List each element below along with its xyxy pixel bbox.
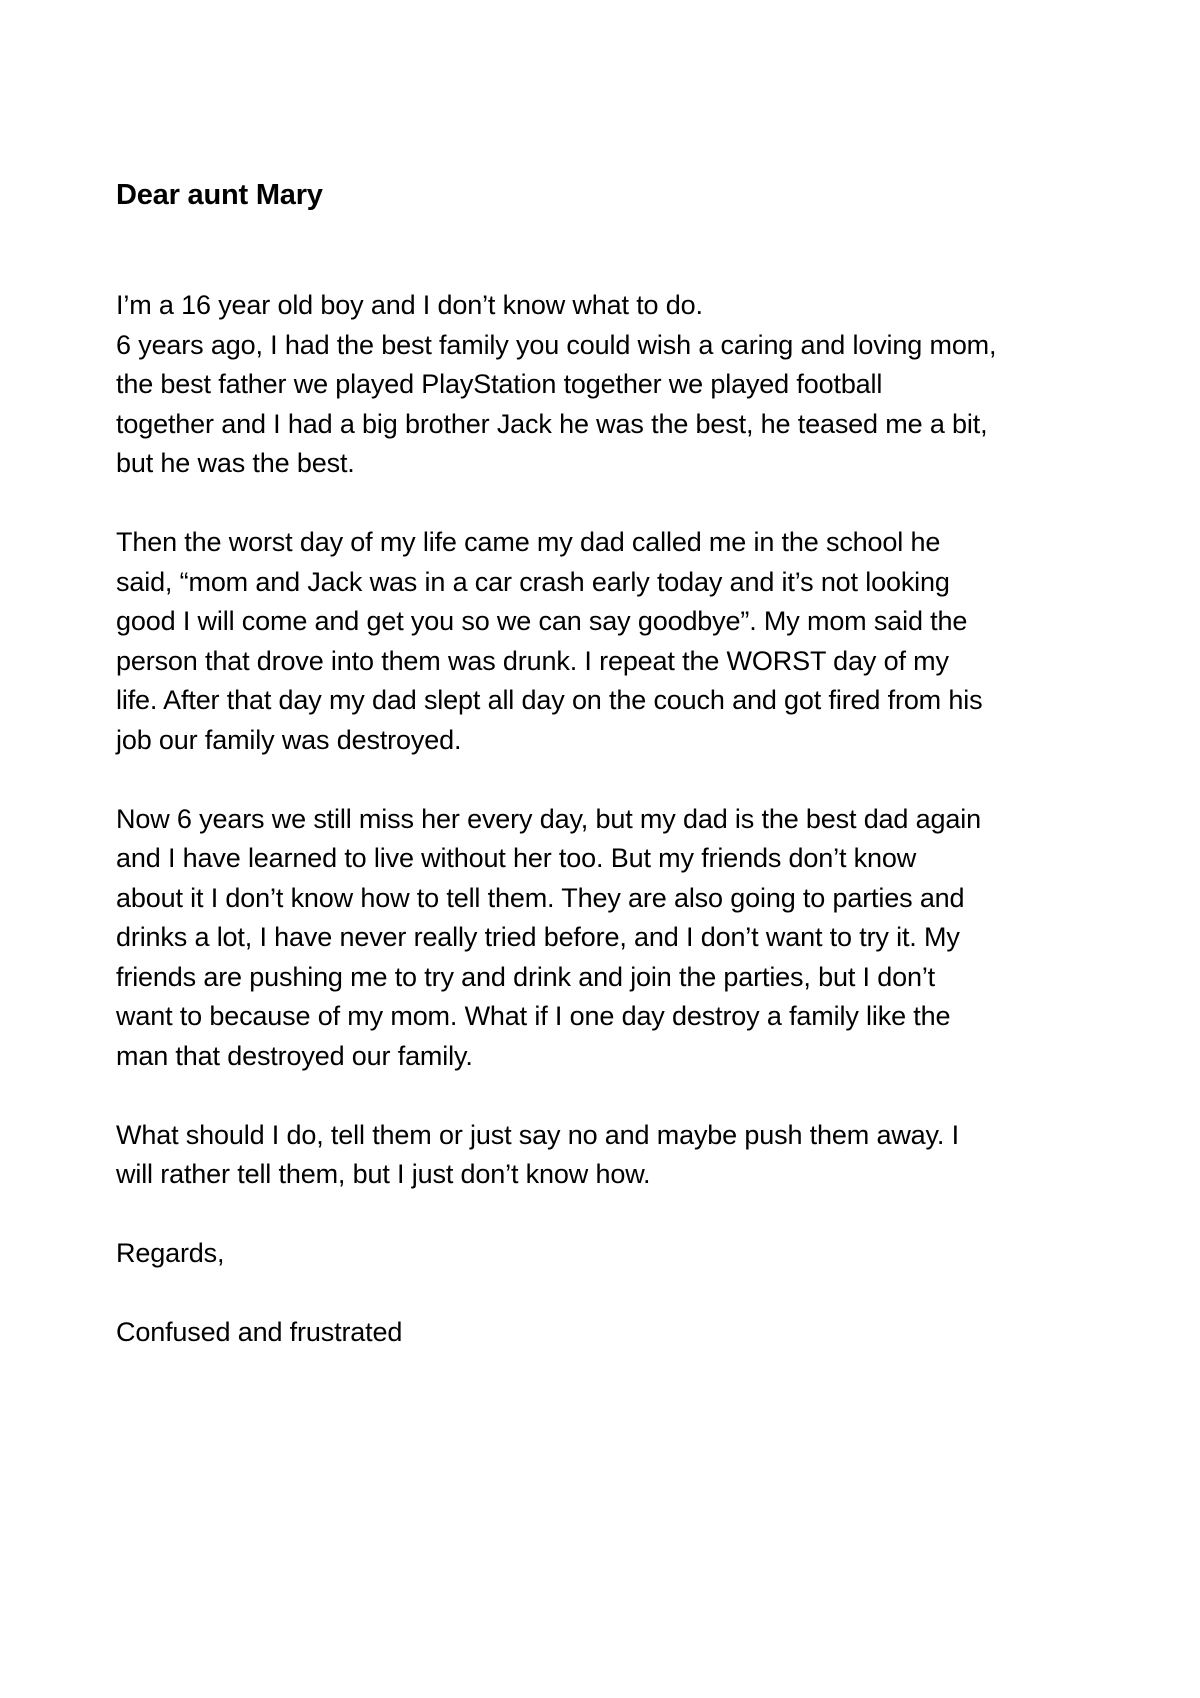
text-line: I’m a 16 year old boy and I don’t know what to do. <box>116 290 703 320</box>
letter-greeting: Dear aunt Mary <box>116 179 323 211</box>
text-line: Then the worst day of my life came my dad called me in the school he <box>116 527 941 557</box>
paragraph-3 <box>116 800 1096 1077</box>
text-line: want to because of my mom. What if I one day destroy a family like the <box>116 1001 951 1031</box>
text-line: the best father we played PlayStation together we played football <box>116 369 883 399</box>
letter-body <box>116 286 1096 1353</box>
text-line: about it I don’t know how to tell them. They are also going to parties and <box>116 882 965 913</box>
text-line: together and I had a big brother Jack he was the best, he teased me a bit, <box>116 408 988 439</box>
text-line: but he was the best. <box>116 448 355 478</box>
text-line: 6 years ago, I had the best family you could wish a caring and loving mom, <box>116 329 997 360</box>
paragraph-1 <box>116 286 1096 484</box>
text-line: job our family was destroyed. <box>116 724 462 755</box>
text-line: What should I do, tell them or just say no and maybe push them away. I <box>116 1119 959 1150</box>
text-line: good I will come and get you so we can say goodbye”. My mom said the <box>116 606 968 636</box>
text-line: man that destroyed our family. <box>116 1040 473 1071</box>
letter-signature: Confused and frustrated <box>116 1317 403 1347</box>
text-line: Now 6 years we still miss her every day, but my dad is the best dad again <box>116 803 981 834</box>
text-line: person that drove into them was drunk. I repeat the WORST day of my <box>116 645 949 676</box>
text-line: friends are pushing me to try and drink and join the parties, but I don’t <box>116 961 936 992</box>
text-line: life. After that day my dad slept all day on the couch and got fired from his <box>116 685 983 715</box>
paragraph-4 <box>116 1116 1096 1195</box>
letter-closing: Regards, <box>116 1238 225 1268</box>
letter <box>116 175 1096 1353</box>
text-line: and I have learned to live without her too. But my friends don’t know <box>116 843 917 873</box>
text-line: drinks a lot, I have never really tried before, and I don’t want to try it. My <box>116 922 960 952</box>
text-line: will rather tell them, but I just don’t know how. <box>116 1159 651 1189</box>
paragraph-2 <box>116 523 1096 760</box>
text-line: said, “mom and Jack was in a car crash early today and it’s not looking <box>116 566 950 597</box>
